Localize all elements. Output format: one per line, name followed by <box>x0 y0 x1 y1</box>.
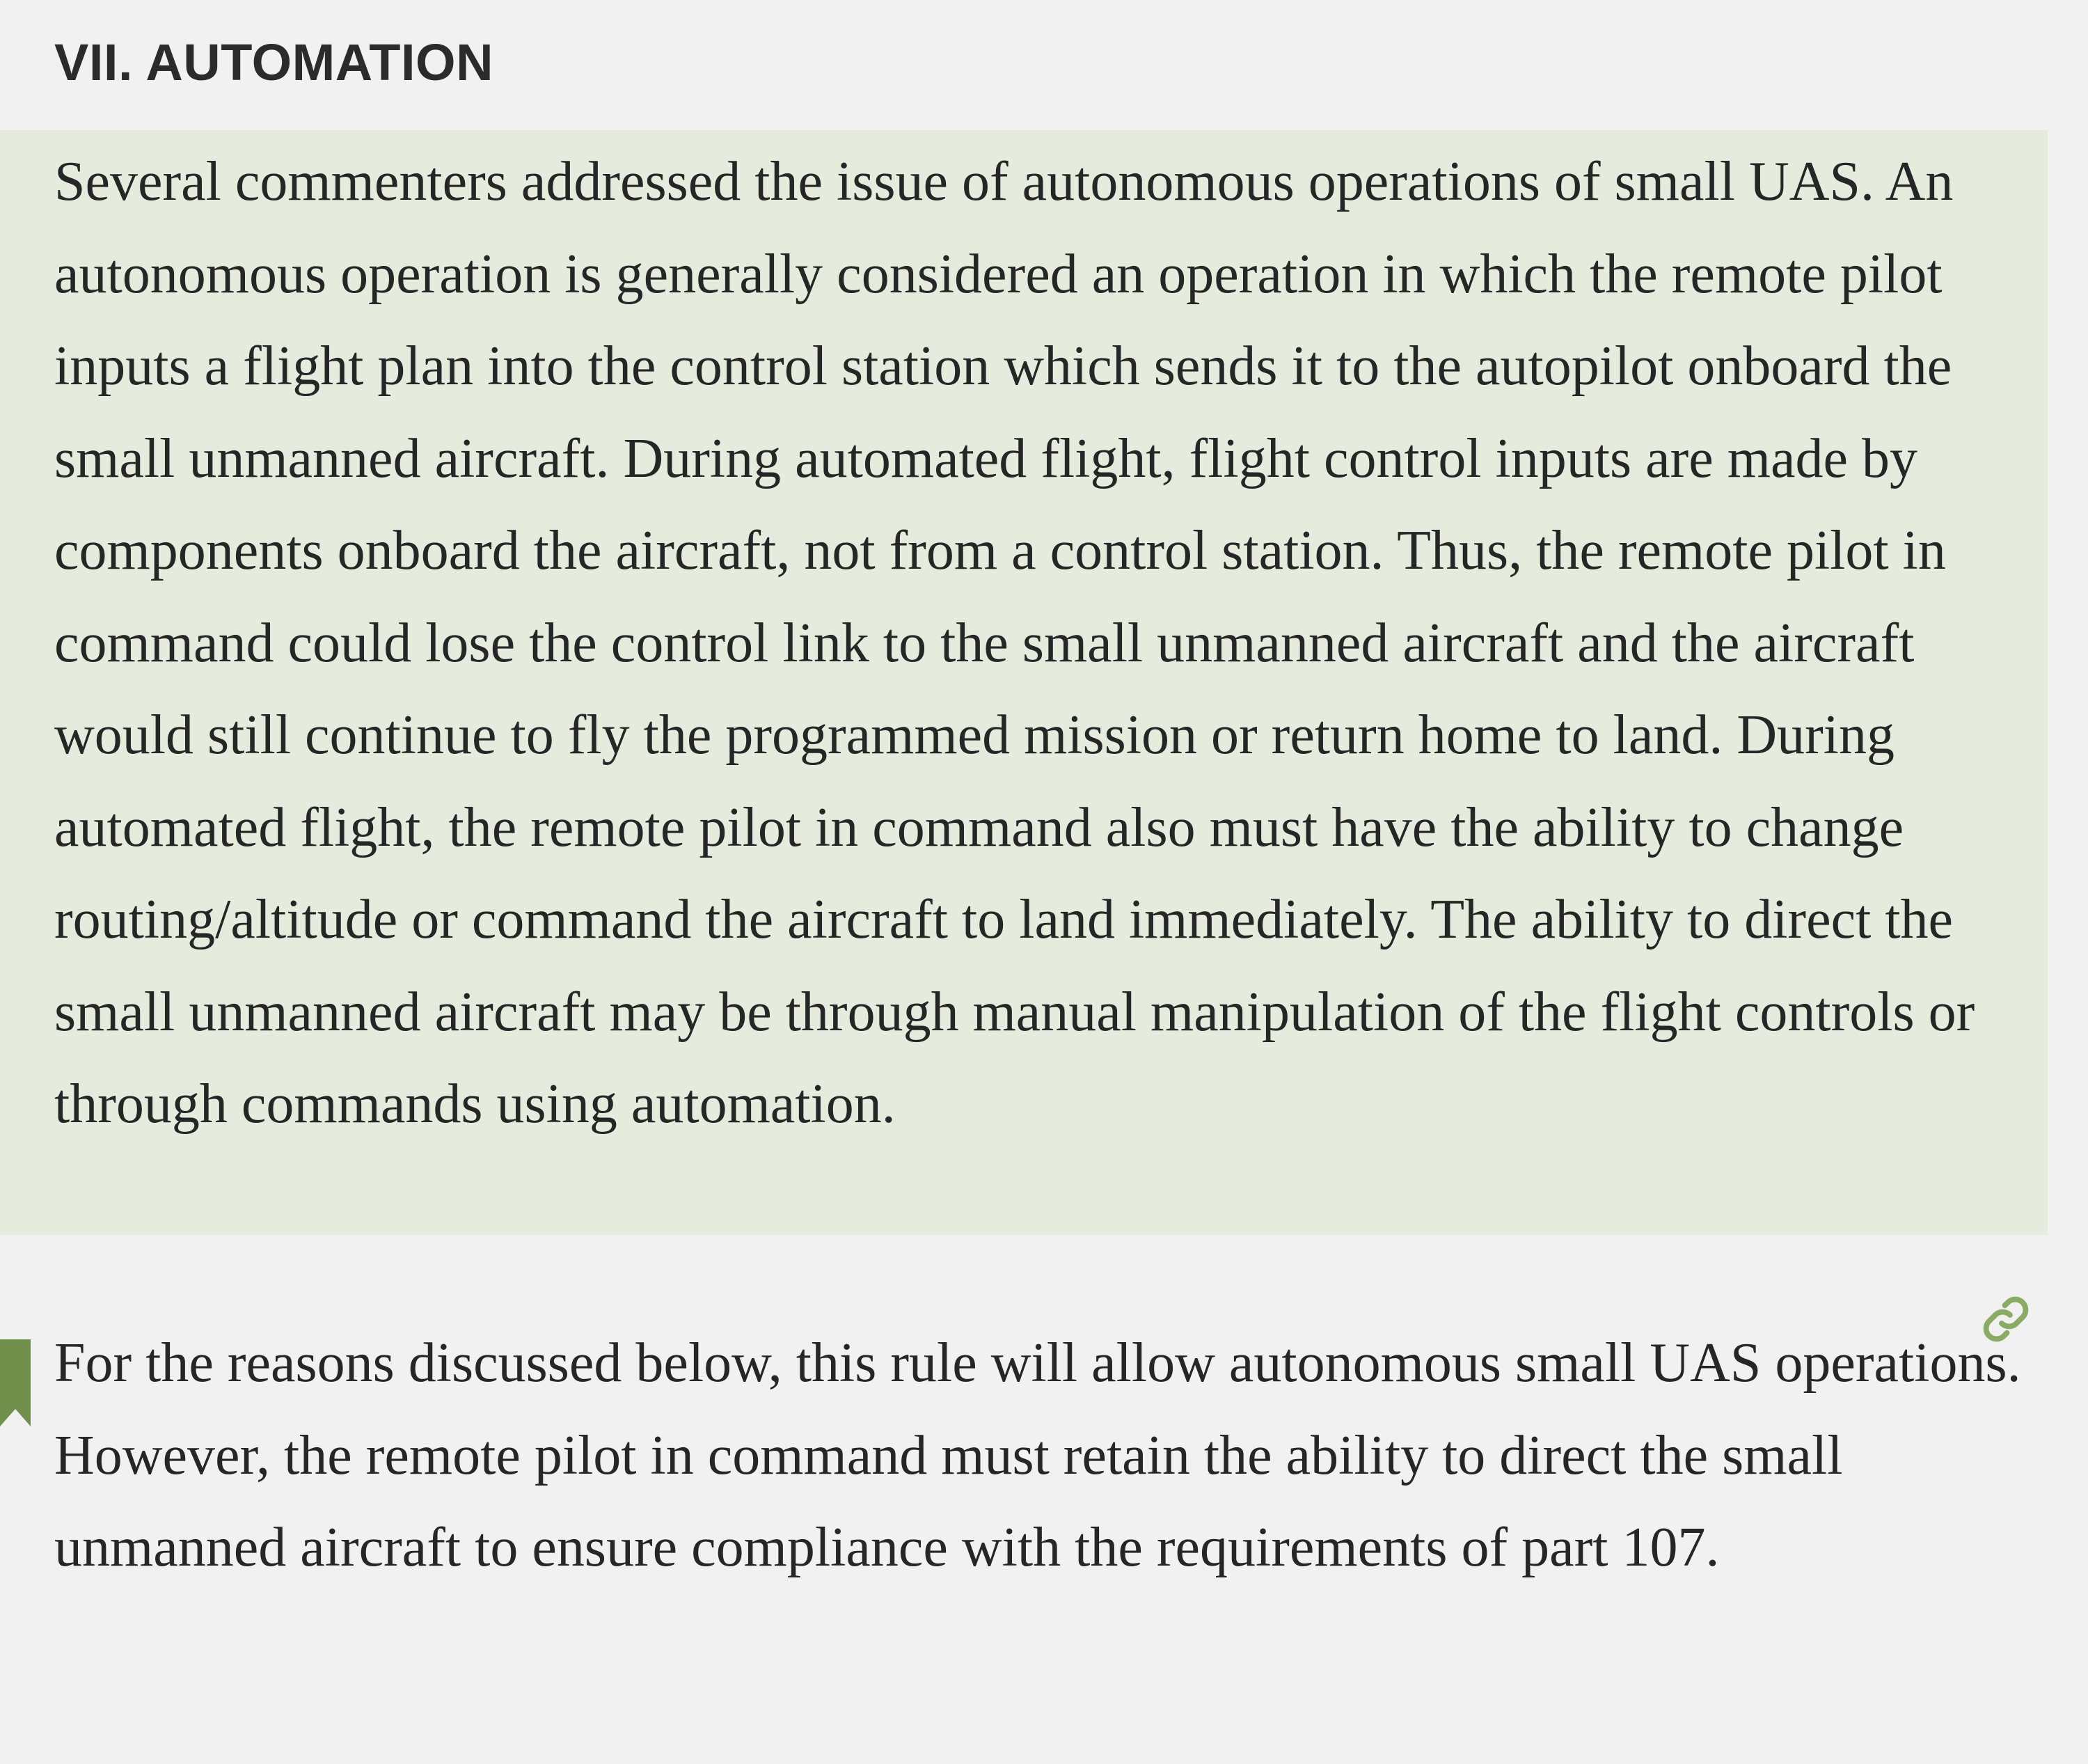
paragraph-text: Several commenters addressed the issue of autonomous operations of small UAS. An autonomous operation is generally considered an operation in which the remote pilot inputs a flight plan into the control station which sends it to the autopilot onboard the small unmanned aircraft. During automated flight, flight control inputs are made by components onboard the aircraft, not from a control station. Thus, the remote pilot in command could lose the control link to the small unmanned aircraft and the aircraft would still continue to fly the programmed mission or return home to land. During automated flight, the remote pilot in command also must have the ability to change routing/altitude or command the aircraft to land immediately. The ability to direct the small unmanned aircraft may be through manual manipulation of the flight controls or through commands using automation. <box>54 151 1975 1135</box>
section-heading: VII. AUTOMATION <box>54 33 494 91</box>
paragraph: For the reasons discussed below, this rule will allow autonomous small UAS operations. However, the remote pilot in command must retain the ability to direct the small unmanned aircraft to ensure compliance with the requirements of part 107. <box>54 1332 2021 1578</box>
bookmark-flag-icon[interactable] <box>0 1339 31 1426</box>
highlighted-paragraph[interactable] <box>0 130 2048 1235</box>
